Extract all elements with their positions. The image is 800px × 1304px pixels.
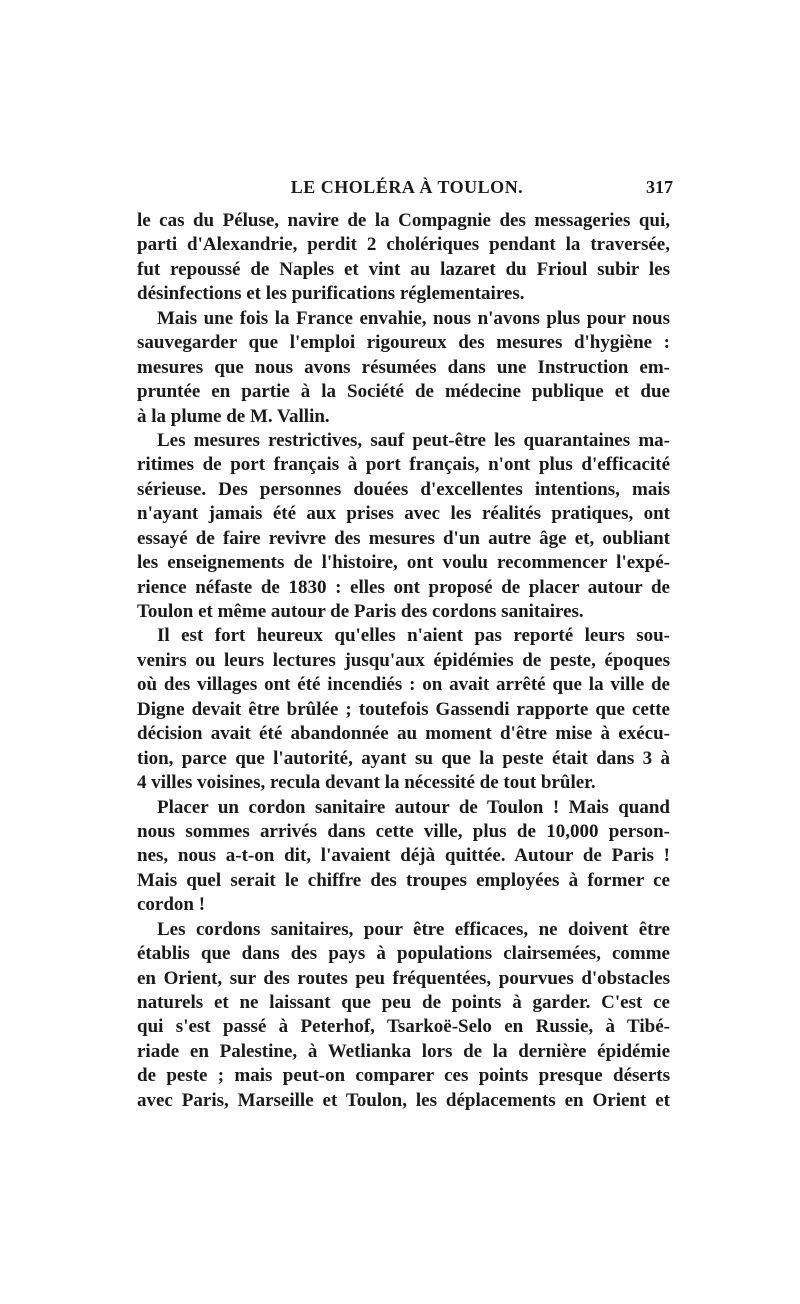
text-line: Mais quel serait le chiffre des troupes employées à former ce [137, 869, 670, 891]
text-line: fut repoussé de Naples et vint au lazaret du Frioul subir les [137, 258, 670, 280]
text-line: essayé de faire revivre des mesures d'un autre âge et, oubliant [137, 527, 670, 549]
text-line: parti d'Alexandrie, perdit 2 cholériques pendant la traversée, [137, 234, 670, 256]
text-line: décision avait été abandonnée au moment d'être mise à exécu- [137, 723, 670, 745]
text-line: mesures que nous avons résumées dans une Instruction em- [137, 356, 670, 378]
text-line: pruntée en partie à la Société de médecine publique et due [137, 381, 670, 403]
text-line: Les cordons sanitaires, pour être efficaces, ne doivent être [157, 918, 670, 940]
page-number: 317 [646, 177, 673, 197]
text-line: Placer un cordon sanitaire autour de Toulon ! Mais quand [157, 796, 670, 818]
text-line: tion, parce que l'autorité, ayant su que la peste était dans 3 à [137, 747, 670, 769]
text-line: ritimes de port français à port français, n'ont plus d'efficacité [137, 454, 670, 476]
text-line: rience néfaste de 1830 : elles ont proposé de placer autour de [137, 576, 670, 598]
running-title: LE CHOLÉRA À TOULON. [290, 177, 524, 197]
text-line: Les mesures restrictives, sauf peut-être les quarantaines ma- [157, 429, 670, 451]
text-line: où des villages ont été incendiés : on avait arrêté que la ville de [137, 674, 670, 696]
text-line: Il est fort heureux qu'elles n'aient pas reporté leurs sou- [157, 625, 670, 647]
text-line: le cas du Péluse, navire de la Compagnie des messageries qui, [137, 210, 670, 231]
text-line: n'ayant jamais été aux prises avec les réalités pratiques, ont [137, 503, 670, 525]
text-line: Digne devait être brûlée ; toutefois Gassendi rapporte que cette [137, 698, 670, 720]
text-line: sérieuse. Des personnes douées d'excellentes intentions, mais [137, 478, 670, 500]
text-line: Mais une fois la France envahie, nous n'avons plus pour nous [157, 307, 670, 329]
text-line: à la plume de M. Vallin. [137, 405, 330, 427]
text-line: cordon ! [137, 894, 206, 916]
running-head [137, 175, 677, 199]
text-line: naturels et ne laissant que peu de points à garder. C'est ce [137, 992, 670, 1013]
text-line: établis que dans des pays à populations clairsemées, comme [137, 943, 670, 965]
text-line: riade en Palestine, à Wetlianka lors de la dernière épidémie [137, 1040, 670, 1062]
text-line: nes, nous a-t-on dit, l'avaient déjà quittée. Autour de Paris ! [137, 845, 670, 867]
text-line: sauvegarder que l'emploi rigoureux des mesures d'hygiène : [137, 332, 670, 354]
text-line: de peste ; mais peut-on comparer ces points presque déserts [137, 1065, 670, 1087]
text-line: Toulon et même autour de Paris des cordons sanitaires. [137, 601, 584, 622]
text-line: en Orient, sur des routes peu fréquentées, pourvues d'obstacles [137, 967, 670, 989]
text-line: les enseignements de l'histoire, ont voulu recommencer l'expé- [137, 552, 670, 574]
text-line: qui s'est passé à Peterhof, Tsarkoë-Selo en Russie, à Tibé- [137, 1016, 670, 1038]
text-line: avec Paris, Marseille et Toulon, les déplacements en Orient et [137, 1089, 670, 1111]
text-line: venirs ou leurs lectures jusqu'aux épidémies de peste, époques [137, 649, 670, 671]
body-text [137, 209, 670, 1113]
text-line: 4 villes voisines, recula devant la nécessité de tout brûler. [137, 772, 596, 794]
text-line: nous sommes arrivés dans cette ville, plus de 10,000 person- [137, 820, 670, 842]
text-line: désinfections et les purifications réglementaires. [137, 283, 525, 305]
